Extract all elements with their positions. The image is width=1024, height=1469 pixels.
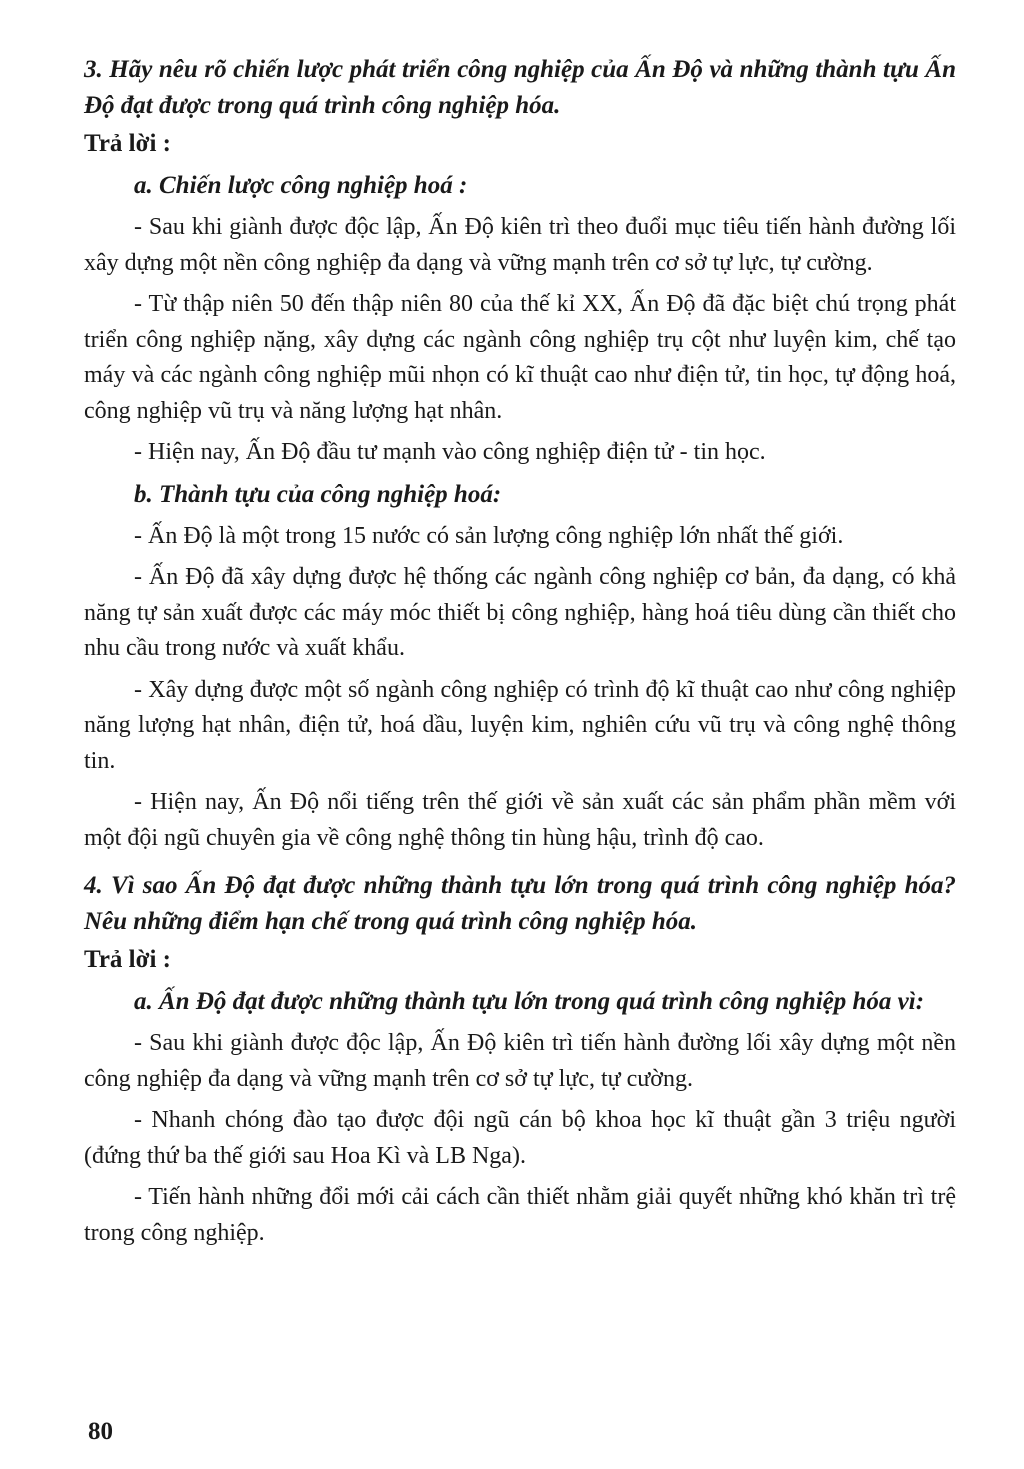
question-3-answer-label: Trả lời : bbox=[84, 130, 171, 157]
question-3-title: 3. Hãy nêu rõ chiến lược phát triển công nghiệp của Ấn Độ và những thành tựu Ấn Độ đạt được trong quá trình công nghiệp hóa. bbox=[84, 56, 956, 119]
question-3-section-b-heading: b. Thành tựu của công nghiệp hoá: bbox=[134, 480, 502, 508]
paragraph: - Nhanh chóng đào tạo được đội ngũ cán bộ khoa học kĩ thuật gần 3 triệu người (đứng thứ ba thế giới sau Hoa Kì và LB Nga). bbox=[84, 1107, 956, 1169]
page-content bbox=[84, 52, 956, 1251]
question-4-answer-label: Trả lời : bbox=[84, 946, 171, 973]
page-number: 80 bbox=[88, 1418, 113, 1445]
paragraph: - Xây dựng được một số ngành công nghiệp có trình độ kĩ thuật cao như công nghiệp năng lượng hạt nhân, điện tử, hoá dầu, luyện kim, nghiên cứu vũ trụ và công nghệ thông tin. bbox=[84, 676, 956, 774]
paragraph: - Tiến hành những đổi mới cải cách cần thiết nhằm giải quyết những khó khăn trì trệ trong công nghiệp. bbox=[84, 1184, 956, 1246]
question-4-section-a-heading: a. Ấn Độ đạt được những thành tựu lớn trong quá trình công nghiệp hóa vì: bbox=[134, 988, 925, 1015]
paragraph: - Hiện nay, Ấn Độ đầu tư mạnh vào công nghiệp điện tử - tin học. bbox=[134, 439, 766, 465]
question-3-section-a-heading: a. Chiến lược công nghiệp hoá : bbox=[134, 172, 468, 199]
question-4-title: 4. Vì sao Ấn Độ đạt được những thành tựu lớn trong quá trình công nghiệp hóa? Nêu những điểm hạn chế trong quá trình công nghiệp hóa. bbox=[84, 872, 956, 935]
paragraph: - Sau khi giành được độc lập, Ấn Độ kiên trì theo đuổi mục tiêu tiến hành đường lối xây dựng một nền công nghiệp đa dạng và vững mạnh trên cơ sở tự lực, tự cường. bbox=[84, 214, 956, 276]
paragraph: - Hiện nay, Ấn Độ nổi tiếng trên thế giới về sản xuất các sản phẩm phần mềm với một đội ngũ chuyên gia về công nghệ thông tin hùng hậu, trình độ cao. bbox=[84, 789, 956, 851]
paragraph: - Sau khi giành được độc lập, Ấn Độ kiên trì tiến hành đường lối xây dựng một nền công nghiệp đa dạng và vững mạnh trên cơ sở tự lực, tự cường. bbox=[84, 1030, 956, 1092]
paragraph: - Ấn Độ đã xây dựng được hệ thống các ngành công nghiệp cơ bản, đa dạng, có khả năng tự sản xuất được các máy móc thiết bị công nghiệp, hàng hoá tiêu dùng cần thiết cho nhu cầu trong nước và xuất khẩu. bbox=[84, 564, 956, 661]
paragraph: - Ấn Độ là một trong 15 nước có sản lượng công nghiệp lớn nhất thế giới. bbox=[134, 522, 844, 549]
paragraph: - Từ thập niên 50 đến thập niên 80 của thế kỉ XX, Ấn Độ đã đặc biệt chú trọng phát triển công nghiệp nặng, xây dựng các ngành công nghiệp trụ cột như luyện kim, chế tạo máy và các ngành công nghiệp mũi nhọn có kĩ thuật cao như điện tử, tin học, tự động hoá, công nghiệp vũ trụ và năng lượng hạt nhân. bbox=[84, 291, 956, 424]
